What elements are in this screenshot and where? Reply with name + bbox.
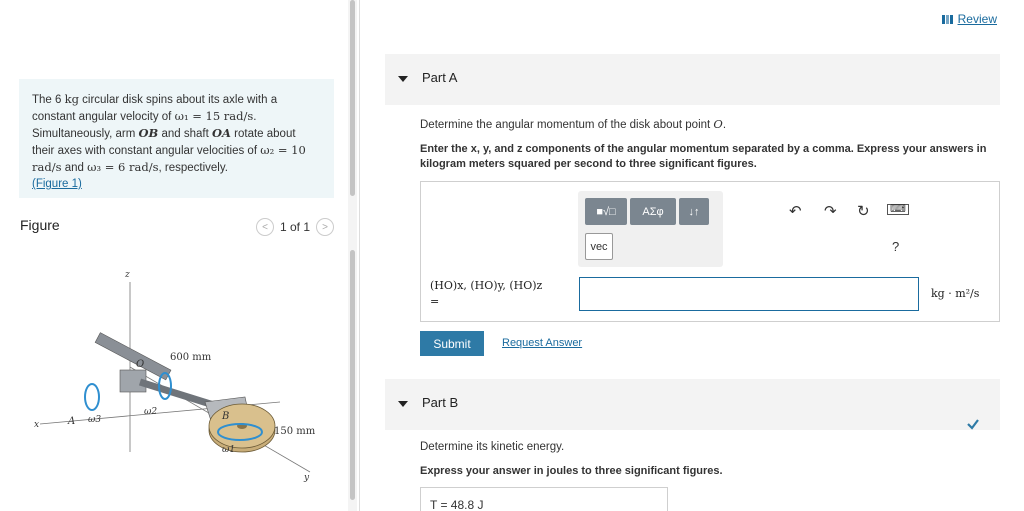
answer-variable-label bbox=[430, 278, 542, 310]
problem-statement bbox=[19, 79, 334, 198]
omega3-value: ω₃ = 6 rad/s bbox=[87, 160, 159, 174]
problem-text-1: The 6 bbox=[32, 94, 65, 106]
omega3-label: ω3 bbox=[88, 415, 102, 425]
greek-symbols-button[interactable]: ΑΣφ bbox=[630, 198, 676, 225]
figure-heading: Figure bbox=[20, 217, 60, 233]
axis-x-label: x bbox=[34, 420, 40, 430]
pane-divider bbox=[359, 0, 360, 511]
figure-link[interactable]: (Figure 1) bbox=[32, 178, 82, 190]
problem-text-6: and bbox=[61, 162, 88, 174]
prev-figure-button[interactable]: < bbox=[256, 218, 274, 236]
part-a-question bbox=[420, 117, 726, 131]
submit-button[interactable]: Submit bbox=[420, 331, 484, 356]
omega2-value: ω₂ = 10 rad/s bbox=[32, 143, 306, 174]
undo-icon[interactable]: ↶ bbox=[789, 203, 802, 220]
figure-page-indicator: 1 of 1 bbox=[280, 220, 311, 234]
part-a-title: Part A bbox=[422, 70, 458, 85]
answer-equals: = bbox=[430, 295, 440, 308]
axis-y-label: y bbox=[304, 473, 310, 483]
problem-text-5: rotate about their axes with constant angular velocities of bbox=[32, 128, 296, 157]
problem-text-7: , respectively. bbox=[158, 162, 228, 174]
figure-scroll-thumb[interactable] bbox=[350, 250, 355, 500]
reset-icon[interactable]: ↻ bbox=[857, 203, 870, 220]
part-a-question-var: O bbox=[713, 117, 723, 131]
answer-panel bbox=[420, 181, 1000, 322]
omega2-label: ω2 bbox=[144, 407, 158, 417]
arrows-button[interactable]: ↓↑ bbox=[679, 198, 709, 225]
collapse-caret-icon[interactable] bbox=[398, 76, 408, 82]
omega1-value: ω₁ = 15 rad/s bbox=[174, 109, 254, 123]
point-b-label: B bbox=[222, 411, 230, 422]
problem-scroll-thumb[interactable] bbox=[350, 0, 355, 196]
part-b-question: Determine its kinetic energy. bbox=[420, 441, 565, 453]
dim-arm-label: 600 mm bbox=[170, 352, 212, 363]
answer-unit: kg · m²/s bbox=[931, 287, 980, 300]
figure-image bbox=[20, 262, 340, 502]
shaft-oa: OA bbox=[212, 126, 231, 140]
correct-check-icon bbox=[966, 417, 980, 431]
arm-ob: OB bbox=[138, 126, 159, 140]
review-label: Review bbox=[957, 12, 997, 26]
request-answer-link[interactable]: Request Answer bbox=[502, 337, 583, 349]
point-a-label: A bbox=[68, 416, 76, 427]
templates-button[interactable]: ■√□ bbox=[585, 198, 627, 225]
left-scrollbar[interactable] bbox=[348, 0, 357, 511]
omega1-label: ω1 bbox=[222, 445, 236, 455]
problem-text-3: . Simultaneously, arm bbox=[32, 111, 257, 140]
part-b-answer-field: T = 48.8 J bbox=[420, 487, 668, 511]
problem-text-4: and shaft bbox=[158, 128, 212, 140]
answer-input[interactable] bbox=[579, 277, 919, 311]
part-b-instruction: Express your answer in joules to three significant figures. bbox=[420, 465, 723, 477]
part-a-question-pre: Determine the angular momentum of the disk about point bbox=[420, 119, 714, 131]
point-o-label: O bbox=[136, 359, 145, 370]
answer-variable-text: (HO)x, (HO)y, (HO)z bbox=[430, 279, 543, 292]
unit-kg: kg bbox=[64, 92, 79, 106]
axis-z-label: z bbox=[125, 270, 130, 280]
vec-button[interactable]: vec bbox=[585, 233, 613, 260]
next-figure-button[interactable]: > bbox=[316, 218, 334, 236]
figure-pager bbox=[256, 218, 334, 236]
collapse-caret-icon[interactable] bbox=[398, 401, 408, 407]
dim-radius-label: 150 mm bbox=[274, 426, 316, 437]
part-a-header[interactable] bbox=[385, 54, 1000, 105]
part-a-question-post: . bbox=[722, 119, 727, 131]
review-icon bbox=[942, 15, 954, 24]
review-link[interactable] bbox=[942, 12, 997, 26]
problem-text-2: circular disk spins about its axle with a constant angular velocity of bbox=[32, 94, 278, 123]
help-button[interactable]: ? bbox=[892, 239, 900, 254]
math-toolbar bbox=[578, 191, 723, 267]
keyboard-icon[interactable]: ⌨ bbox=[887, 204, 909, 215]
part-a-instruction: Enter the x, y, and z components of the angular momentum separated by a comma. Express your answers in kilogram meters squared per second to three significant figures. bbox=[420, 143, 987, 170]
part-b-header[interactable] bbox=[385, 379, 1000, 430]
redo-icon[interactable]: ↷ bbox=[824, 203, 837, 220]
problem-pane bbox=[0, 0, 348, 511]
part-b-title: Part B bbox=[422, 395, 459, 410]
